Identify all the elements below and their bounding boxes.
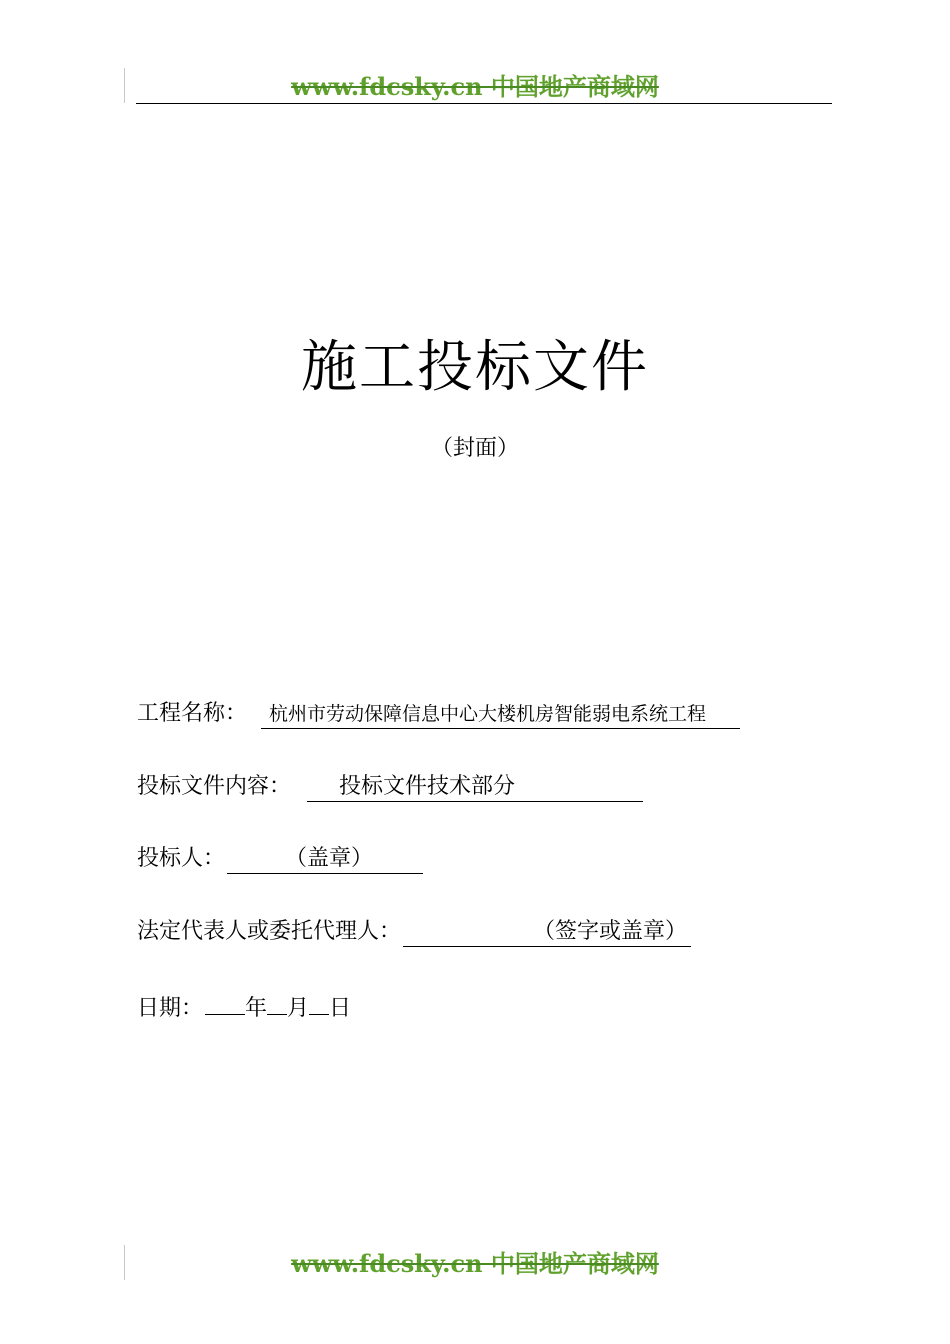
- project-name-text: 杭州市劳动保障信息中心大楼机房智能弱电系统工程: [269, 703, 707, 725]
- header-rule: [136, 103, 832, 104]
- representative-field: [137, 916, 691, 948]
- bidder-seal-text: （盖章）: [285, 846, 374, 871]
- document-subtitle: （封面）: [430, 436, 519, 461]
- footer-watermark: www.fdcsky.cn 中国地产商域网: [291, 1249, 659, 1278]
- date-month-unit: 月: [287, 996, 310, 1021]
- representative-sign-text: （签字或盖章）: [533, 919, 688, 944]
- date-year-blank: [205, 990, 245, 1015]
- project-name-label: 工程名称：: [137, 701, 248, 726]
- project-name-value: [261, 700, 740, 729]
- date-day-unit: 日: [329, 996, 352, 1021]
- header-watermark: www.fdcsky.cn 中国地产商域网: [291, 72, 659, 101]
- representative-value: [403, 918, 691, 947]
- date-month-blank: [267, 990, 287, 1015]
- document-title: 施工投标文件: [301, 335, 649, 400]
- bid-content-value: [307, 773, 643, 802]
- date-label: 日期：: [137, 996, 204, 1021]
- project-name-field: [137, 698, 740, 730]
- bid-content-field: [137, 771, 643, 803]
- bid-content-text: 投标文件技术部分: [339, 774, 516, 799]
- date-year-unit: 年: [245, 996, 268, 1021]
- date-field: [137, 990, 351, 1025]
- bidder-value: [227, 845, 423, 874]
- representative-label: 法定代表人或委托代理人：: [137, 919, 402, 944]
- date-day-blank: [309, 990, 329, 1015]
- bidder-field: [137, 843, 423, 875]
- bidder-label: 投标人：: [137, 846, 226, 871]
- bid-content-label: 投标文件内容：: [137, 774, 292, 799]
